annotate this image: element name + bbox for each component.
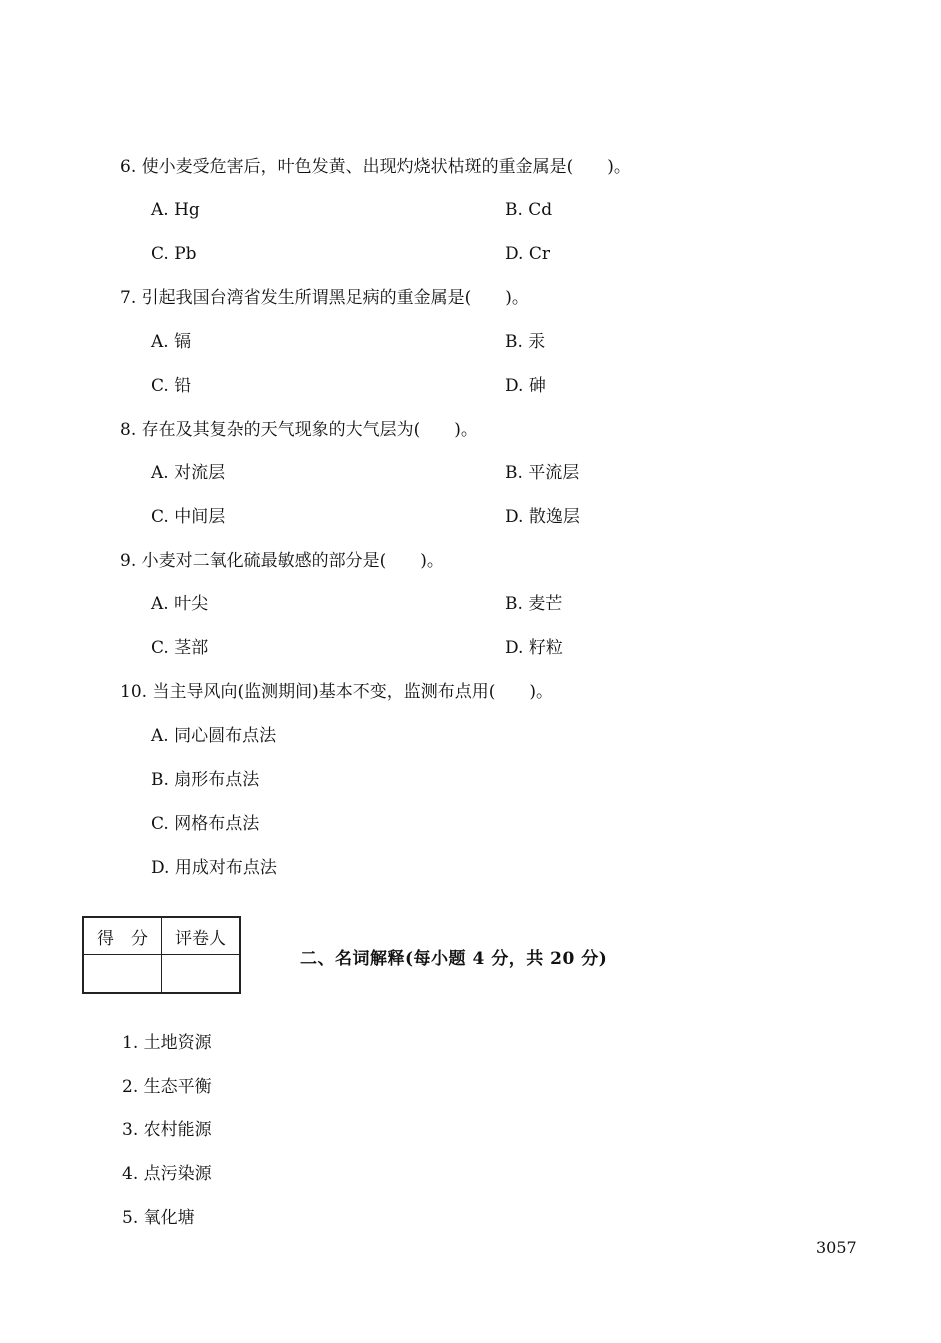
question-7-option-d: D. 砷 xyxy=(505,376,546,396)
question-10-option-b: B. 扇形布点法 xyxy=(151,770,260,790)
question-6-stem: 6. 使小麦受危害后，叶色发黄、出现灼烧状枯斑的重金属是( )。 xyxy=(120,157,631,177)
term-3: 3. 农村能源 xyxy=(122,1120,212,1140)
question-10-option-d: D. 用成对布点法 xyxy=(151,858,277,878)
question-9-option-a: A. 叶尖 xyxy=(151,594,209,614)
question-6-option-b: B. Cd xyxy=(505,200,553,220)
question-7-option-c: C. 铅 xyxy=(151,376,192,396)
term-5: 5. 氧化塘 xyxy=(122,1208,195,1228)
question-9-option-b: B. 麦芒 xyxy=(505,594,563,614)
term-1: 1. 土地资源 xyxy=(122,1033,212,1053)
question-6-option-c: C. Pb xyxy=(151,244,197,264)
question-7-option-b: B. 汞 xyxy=(505,332,546,352)
question-10-option-c: C. 网格布点法 xyxy=(151,814,260,834)
grader-cell[interactable] xyxy=(162,955,241,994)
question-10-option-a: A. 同心圆布点法 xyxy=(151,726,277,746)
score-header: 得 分 xyxy=(83,917,162,955)
grader-header: 评卷人 xyxy=(162,917,241,955)
term-2: 2. 生态平衡 xyxy=(122,1077,212,1097)
score-cell[interactable] xyxy=(83,955,162,994)
score-table xyxy=(82,916,241,994)
question-6-option-d: D. Cr xyxy=(505,244,550,264)
question-8-option-d: D. 散逸层 xyxy=(505,507,580,527)
term-4: 4. 点污染源 xyxy=(122,1164,212,1184)
question-8-option-c: C. 中间层 xyxy=(151,507,226,527)
question-9-option-d: D. 籽粒 xyxy=(505,638,563,658)
question-6-option-a: A. Hg xyxy=(151,200,200,220)
question-7-stem: 7. 引起我国台湾省发生所谓黑足病的重金属是( )。 xyxy=(120,288,529,308)
question-10-stem: 10. 当主导风向(监测期间)基本不变，监测布点用( )。 xyxy=(120,682,553,702)
question-8-option-a: A. 对流层 xyxy=(151,463,226,483)
section-title: 二、名词解释(每小题 4 分，共 20 分) xyxy=(300,949,608,969)
question-9-stem: 9. 小麦对二氧化硫最敏感的部分是( )。 xyxy=(120,551,444,571)
question-8-stem: 8. 存在及其复杂的天气现象的大气层为( )。 xyxy=(120,420,478,440)
question-7-option-a: A. 镉 xyxy=(151,332,192,352)
question-9-option-c: C. 茎部 xyxy=(151,638,209,658)
question-8-option-b: B. 平流层 xyxy=(505,463,580,483)
page-number: 3057 xyxy=(816,1238,857,1257)
